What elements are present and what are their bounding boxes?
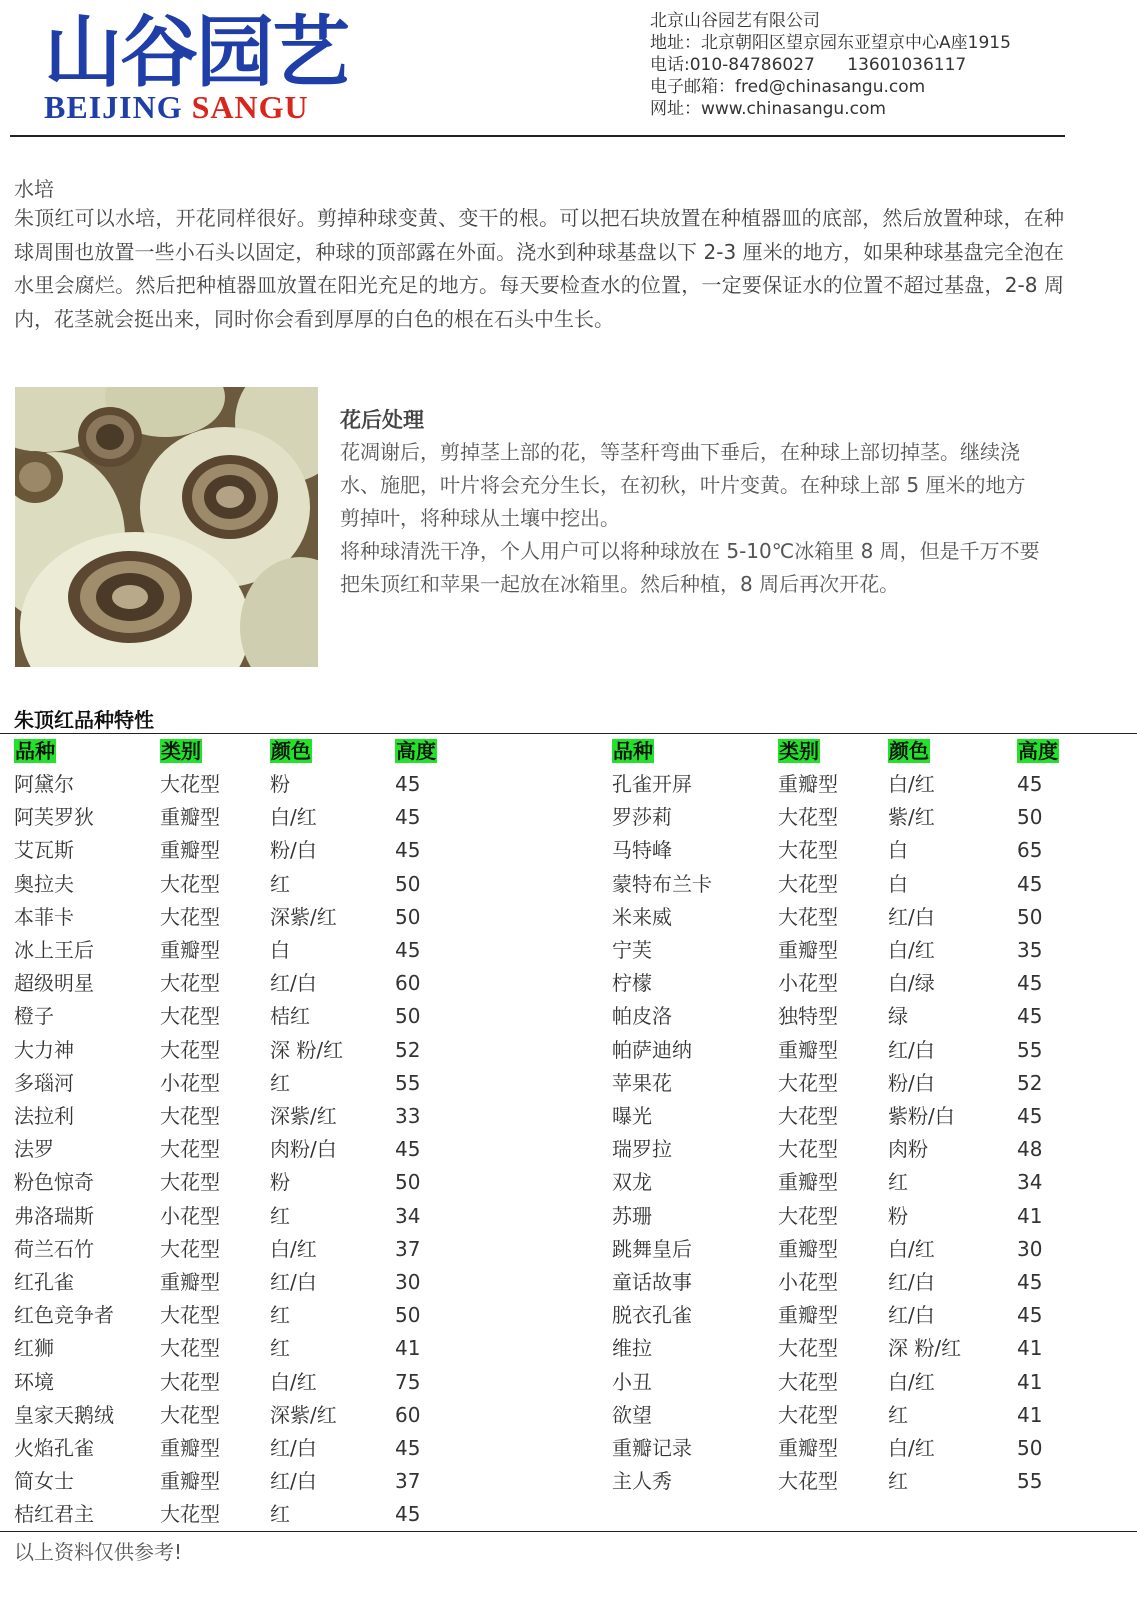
right-variety-category: 重瓣型 <box>778 1037 838 1062</box>
right-variety-category: 重瓣型 <box>778 1303 838 1328</box>
right-variety-category: 重瓣型 <box>778 1236 838 1261</box>
left-variety-color: 红 <box>270 871 290 896</box>
right-variety-category: 独特型 <box>778 1004 838 1029</box>
left-variety-color: 红/白 <box>270 1270 317 1294</box>
left-variety-color: 深 粉/红 <box>270 1037 344 1062</box>
right-variety-height: 55 <box>1017 1037 1043 1062</box>
right-variety-category: 大花型 <box>778 1104 838 1128</box>
right-variety-color: 红/白 <box>888 1303 935 1328</box>
right-variety-height: 65 <box>1017 838 1043 863</box>
left-variety-category: 大花型 <box>160 1170 220 1195</box>
left-variety-category: 重瓣型 <box>160 1436 220 1460</box>
left-variety-name: 荷兰石竹 <box>14 1236 94 1261</box>
left-variety-name: 阿黛尔 <box>14 772 74 796</box>
right-variety-height: 34 <box>1017 1170 1043 1195</box>
left-variety-height: 41 <box>395 1336 421 1361</box>
amaryllis-bulbs-photo <box>15 387 318 667</box>
left-variety-height: 37 <box>395 1469 421 1494</box>
left-variety-color: 粉 <box>270 1170 290 1195</box>
right-variety-name: 柠檬 <box>612 971 652 996</box>
left-variety-height: 45 <box>395 805 421 830</box>
header-divider <box>10 135 1065 137</box>
right-variety-color: 白 <box>888 871 908 896</box>
left-variety-name: 皇家天鹅绒 <box>14 1402 114 1427</box>
right-variety-category: 重瓣型 <box>778 1170 838 1195</box>
left-variety-category: 大花型 <box>160 1402 220 1427</box>
after-flowering-text <box>340 436 1040 601</box>
right-variety-height: 45 <box>1017 772 1043 796</box>
right-variety-name: 马特峰 <box>612 838 672 863</box>
right-variety-category: 重瓣型 <box>778 1436 838 1460</box>
left-variety-category: 大花型 <box>160 1369 220 1394</box>
left-variety-color: 红/白 <box>270 1469 317 1494</box>
left-variety-color: 白/红 <box>270 805 317 830</box>
left-header-color <box>270 737 312 765</box>
left-variety-name: 冰上王后 <box>14 938 94 962</box>
right-variety-name: 帕萨迪纳 <box>612 1037 692 1062</box>
right-header-height <box>1017 737 1059 765</box>
left-variety-name: 艾瓦斯 <box>14 838 74 863</box>
left-variety-name: 环境 <box>14 1369 54 1394</box>
left-variety-name: 简女士 <box>14 1469 74 1494</box>
right-variety-color: 紫/红 <box>888 805 935 830</box>
right-variety-height: 50 <box>1017 1436 1043 1460</box>
left-variety-name: 法罗 <box>14 1137 54 1162</box>
table-bottom-divider <box>0 1531 1137 1532</box>
left-variety-name: 火焰孔雀 <box>14 1436 94 1460</box>
right-variety-category: 大花型 <box>778 1070 838 1095</box>
left-variety-name: 法拉利 <box>14 1104 74 1128</box>
left-variety-height: 50 <box>395 1303 421 1328</box>
right-variety-color: 红/白 <box>888 904 935 929</box>
left-variety-color: 粉 <box>270 772 290 796</box>
right-variety-name: 双龙 <box>612 1170 652 1195</box>
left-variety-color: 红 <box>270 1203 290 1228</box>
column-header-label: 颜色 <box>889 739 929 763</box>
right-variety-name: 苹果花 <box>612 1070 672 1095</box>
right-variety-name: 跳舞皇后 <box>612 1236 692 1261</box>
column-header-label: 品种 <box>613 739 653 763</box>
left-variety-category: 大花型 <box>160 904 220 929</box>
right-variety-height: 41 <box>1017 1369 1043 1394</box>
right-variety-color: 红/白 <box>888 1270 935 1294</box>
hydroponics-title: 水培 <box>14 177 54 201</box>
left-variety-category: 大花型 <box>160 871 220 896</box>
left-variety-height: 45 <box>395 1436 421 1460</box>
right-variety-color: 白 <box>888 838 908 863</box>
right-variety-height: 41 <box>1017 1336 1043 1361</box>
left-variety-color: 肉粉/白 <box>270 1137 337 1162</box>
hydroponics-paragraph: 朱顶红可以水培，开花同样很好。剪掉种球变黄、变干的根。可以把石块放置在种植器皿的底部，然后放置种球，在种球周围也放置一些小石头以固定，种球的顶部露在外面。浇水到种球基盘以下 2-3 厘米的地方，如果种球基盘完全泡在水里会腐烂。然后把种植器皿放置在阳光充足的地方。每天要检查水的位置，一定要保证水的位置不超过基盘，2-8 周内，花茎就会挺出来，同时你会看到厚厚的白色的根在石头中生长。 <box>14 206 1064 331</box>
left-variety-height: 30 <box>395 1270 421 1294</box>
company-phone: 电话:010-84786027 13601036117 <box>650 55 967 75</box>
right-variety-height: 45 <box>1017 971 1043 996</box>
left-variety-color: 深紫/红 <box>270 1402 337 1427</box>
right-variety-color: 绿 <box>888 1004 908 1029</box>
logo-word-beijing: BEIJING <box>44 89 183 125</box>
left-variety-height: 52 <box>395 1037 421 1062</box>
column-header-label: 高度 <box>396 739 436 763</box>
right-variety-name: 孔雀开屏 <box>612 772 692 796</box>
right-variety-category: 小花型 <box>778 1270 838 1294</box>
right-variety-height: 45 <box>1017 1270 1043 1294</box>
right-variety-color: 白/绿 <box>888 971 935 996</box>
right-variety-name: 欲望 <box>612 1402 652 1427</box>
varieties-title: 朱顶红品种特性 <box>14 708 154 732</box>
left-variety-name: 奥拉夫 <box>14 871 74 896</box>
left-variety-height: 45 <box>395 838 421 863</box>
left-variety-category: 大花型 <box>160 1336 220 1361</box>
left-variety-category: 重瓣型 <box>160 1469 220 1494</box>
right-variety-category: 重瓣型 <box>778 938 838 962</box>
right-variety-name: 瑞罗拉 <box>612 1137 672 1162</box>
right-variety-color: 深 粉/红 <box>888 1336 962 1361</box>
right-variety-color: 白/红 <box>888 1236 935 1261</box>
right-variety-name: 维拉 <box>612 1336 652 1361</box>
right-variety-height: 50 <box>1017 805 1043 830</box>
right-variety-height: 35 <box>1017 938 1043 962</box>
right-variety-color: 肉粉 <box>888 1137 928 1162</box>
right-variety-name: 蒙特布兰卡 <box>612 871 712 896</box>
right-variety-name: 重瓣记录 <box>612 1436 692 1460</box>
left-variety-color: 白/红 <box>270 1369 317 1394</box>
left-variety-color: 桔红 <box>270 1004 310 1029</box>
left-variety-category: 大花型 <box>160 1303 220 1328</box>
left-variety-height: 45 <box>395 1502 421 1527</box>
left-variety-category: 大花型 <box>160 971 220 996</box>
left-variety-color: 深紫/红 <box>270 1104 337 1128</box>
right-header-color <box>888 737 930 765</box>
company-address: 地址：北京朝阳区望京园东亚望京中心A座1915 <box>650 33 1011 53</box>
right-variety-height: 52 <box>1017 1070 1043 1095</box>
right-variety-color: 红/白 <box>888 1037 935 1062</box>
left-variety-height: 33 <box>395 1104 421 1128</box>
right-header-name <box>612 737 654 765</box>
logo-word-sangu: SANGU <box>191 89 309 125</box>
right-variety-category: 大花型 <box>778 1369 838 1394</box>
right-variety-color: 红 <box>888 1170 908 1195</box>
left-variety-height: 60 <box>395 971 421 996</box>
column-header-label: 品种 <box>15 739 55 763</box>
left-variety-height: 37 <box>395 1236 421 1261</box>
right-variety-height: 55 <box>1017 1469 1043 1494</box>
left-variety-height: 50 <box>395 871 421 896</box>
left-variety-height: 75 <box>395 1369 421 1394</box>
right-variety-color: 白/红 <box>888 1436 935 1460</box>
left-variety-color: 红/白 <box>270 1436 317 1460</box>
right-variety-color: 白/红 <box>888 1369 935 1394</box>
right-variety-height: 48 <box>1017 1137 1043 1162</box>
right-variety-color: 白/红 <box>888 938 935 962</box>
left-variety-height: 50 <box>395 1170 421 1195</box>
table-top-divider <box>0 733 1137 734</box>
company-logo <box>44 8 374 123</box>
right-variety-height: 30 <box>1017 1236 1043 1261</box>
left-variety-category: 大花型 <box>160 1004 220 1029</box>
logo-english-text <box>44 90 309 124</box>
right-variety-category: 大花型 <box>778 871 838 896</box>
right-variety-category: 大花型 <box>778 1336 838 1361</box>
right-variety-category: 大花型 <box>778 904 838 929</box>
left-variety-category: 大花型 <box>160 772 220 796</box>
left-variety-name: 本菲卡 <box>14 904 74 929</box>
left-variety-category: 大花型 <box>160 1104 220 1128</box>
right-variety-height: 45 <box>1017 871 1043 896</box>
left-variety-category: 大花型 <box>160 1502 220 1527</box>
right-variety-height: 41 <box>1017 1402 1043 1427</box>
left-header-name <box>14 737 56 765</box>
footnote: 以上资料仅供参考! <box>14 1540 183 1564</box>
right-variety-name: 脱衣孔雀 <box>612 1303 692 1328</box>
right-variety-category: 重瓣型 <box>778 772 838 796</box>
right-variety-category: 大花型 <box>778 838 838 863</box>
left-variety-category: 重瓣型 <box>160 805 220 830</box>
left-variety-color: 红/白 <box>270 971 317 996</box>
right-variety-height: 45 <box>1017 1104 1043 1128</box>
column-header-label: 颜色 <box>271 739 311 763</box>
left-header-height <box>395 737 437 765</box>
after-flowering-paragraph-1: 花凋谢后，剪掉茎上部的花，等茎秆弯曲下垂后，在种球上部切掉茎。继续浇水、施肥，叶片将会充分生长，在初秋，叶片变黄。在种球上部 5 厘米的地方剪掉叶，将种球从土壤中挖出。 <box>340 440 1026 530</box>
left-variety-height: 45 <box>395 938 421 962</box>
left-variety-color: 粉/白 <box>270 838 317 863</box>
left-variety-category: 小花型 <box>160 1203 220 1228</box>
left-variety-color: 红 <box>270 1070 290 1095</box>
right-variety-color: 粉 <box>888 1203 908 1228</box>
right-variety-color: 红 <box>888 1402 908 1427</box>
right-variety-height: 41 <box>1017 1203 1043 1228</box>
left-variety-category: 重瓣型 <box>160 838 220 863</box>
left-variety-height: 50 <box>395 904 421 929</box>
left-variety-name: 红色竞争者 <box>14 1303 114 1328</box>
right-variety-height: 45 <box>1017 1303 1043 1328</box>
column-header-label: 高度 <box>1018 739 1058 763</box>
right-variety-name: 童话故事 <box>612 1270 692 1294</box>
right-variety-category: 大花型 <box>778 1137 838 1162</box>
company-email: 电子邮箱：fred@chinasangu.com <box>650 77 926 97</box>
left-variety-height: 45 <box>395 772 421 796</box>
left-variety-name: 粉色惊奇 <box>14 1170 94 1195</box>
right-variety-name: 米来威 <box>612 904 672 929</box>
left-variety-name: 弗洛瑞斯 <box>14 1203 94 1228</box>
right-variety-category: 大花型 <box>778 805 838 830</box>
left-variety-name: 橙子 <box>14 1004 54 1029</box>
left-variety-color: 白/红 <box>270 1236 317 1261</box>
left-variety-height: 60 <box>395 1402 421 1427</box>
left-variety-name: 大力神 <box>14 1037 74 1062</box>
left-variety-height: 45 <box>395 1137 421 1162</box>
after-flowering-title: 花后处理 <box>340 408 424 432</box>
left-header-category <box>160 737 202 765</box>
left-variety-category: 大花型 <box>160 1236 220 1261</box>
left-variety-color: 白 <box>270 938 290 962</box>
left-variety-color: 红 <box>270 1336 290 1361</box>
left-variety-color: 红 <box>270 1303 290 1328</box>
right-variety-name: 小丑 <box>612 1369 652 1394</box>
right-variety-category: 大花型 <box>778 1402 838 1427</box>
left-variety-height: 50 <box>395 1004 421 1029</box>
right-variety-color: 红 <box>888 1469 908 1494</box>
right-variety-category: 小花型 <box>778 971 838 996</box>
right-variety-name: 主人秀 <box>612 1469 672 1494</box>
left-variety-color: 深紫/红 <box>270 904 337 929</box>
left-variety-category: 大花型 <box>160 1137 220 1162</box>
left-variety-category: 重瓣型 <box>160 1270 220 1294</box>
left-variety-name: 多瑙河 <box>14 1070 74 1095</box>
after-flowering-paragraph-2: 将种球清洗干净，个人用户可以将种球放在 5-10℃冰箱里 8 周，但是千万不要把朱顶红和苹果一起放在冰箱里。然后种植，8 周后再次开花。 <box>340 539 1040 596</box>
left-variety-color: 红 <box>270 1502 290 1527</box>
right-variety-height: 45 <box>1017 1004 1043 1029</box>
column-header-label: 类别 <box>779 739 819 763</box>
company-website: 网址：www.chinasangu.com <box>650 99 886 119</box>
right-variety-color: 粉/白 <box>888 1070 935 1095</box>
left-variety-name: 超级明星 <box>14 971 94 996</box>
right-variety-color: 白/红 <box>888 772 935 796</box>
left-variety-name: 桔红君主 <box>14 1502 94 1527</box>
logo-chinese-text: 山谷园艺 <box>44 8 349 98</box>
left-variety-height: 55 <box>395 1070 421 1095</box>
right-variety-height: 50 <box>1017 904 1043 929</box>
left-variety-category: 大花型 <box>160 1037 220 1062</box>
right-variety-name: 罗莎莉 <box>612 805 672 830</box>
company-name: 北京山谷园艺有限公司 <box>650 11 820 31</box>
left-variety-name: 红狮 <box>14 1336 54 1361</box>
right-variety-category: 大花型 <box>778 1203 838 1228</box>
right-variety-category: 大花型 <box>778 1469 838 1494</box>
left-variety-category: 小花型 <box>160 1070 220 1095</box>
right-variety-name: 帕皮洛 <box>612 1004 672 1029</box>
contact-block <box>650 10 1011 120</box>
right-header-category <box>778 737 820 765</box>
left-variety-name: 阿芙罗狄 <box>14 805 94 830</box>
left-variety-name: 红孔雀 <box>14 1270 74 1294</box>
left-variety-height: 34 <box>395 1203 421 1228</box>
left-variety-category: 重瓣型 <box>160 938 220 962</box>
right-variety-name: 苏珊 <box>612 1203 652 1228</box>
right-variety-color: 紫粉/白 <box>888 1104 955 1128</box>
right-variety-name: 宁芙 <box>612 938 652 962</box>
right-variety-name: 曝光 <box>612 1104 652 1128</box>
column-header-label: 类别 <box>161 739 201 763</box>
